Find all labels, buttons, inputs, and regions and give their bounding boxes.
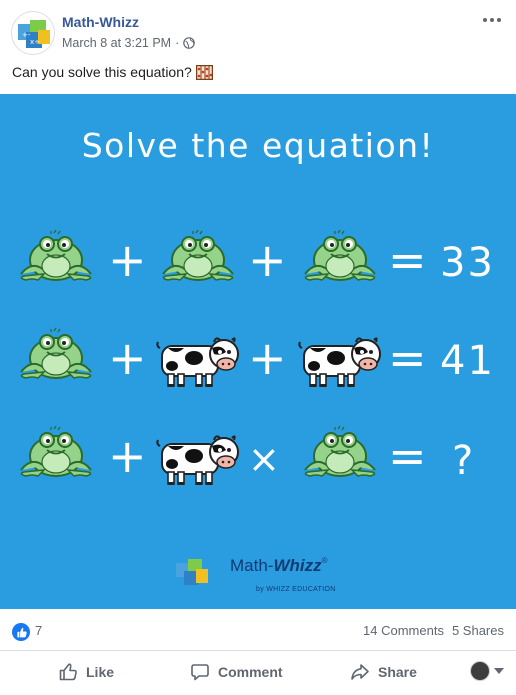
cow-symbol-icon: [157, 338, 238, 387]
row-3-result: ?: [452, 438, 476, 484]
frog-symbol-icon: [163, 230, 233, 280]
cow-symbol-icon: [299, 338, 380, 387]
thumbs-up-icon: [16, 627, 27, 638]
user-avatar: [470, 661, 490, 681]
equals-operator: =: [388, 429, 427, 483]
like-count[interactable]: 7: [35, 623, 43, 638]
thumbs-up-outline-icon: [58, 662, 78, 682]
share-label: Share: [378, 664, 417, 680]
frog-symbol-icon: [21, 426, 91, 476]
post-message: Can you solve this equation?: [12, 64, 192, 80]
svg-text:+-: +-: [22, 31, 31, 39]
row-2-result: 41: [440, 338, 495, 384]
equals-operator: =: [388, 331, 427, 385]
plus-operator: +: [108, 233, 147, 287]
frog-symbol-icon: [21, 230, 91, 280]
equals-operator: =: [388, 233, 427, 287]
plus-operator: +: [108, 429, 147, 483]
comment-label: Comment: [218, 664, 283, 680]
brand-tagline: by WHIZZ EDUCATION: [256, 586, 336, 593]
frog-symbol-icon: [305, 426, 375, 476]
post-actions: [0, 652, 516, 692]
brand-name: [230, 556, 328, 576]
row-1-result: 33: [440, 240, 495, 286]
share-arrow-icon: [350, 662, 370, 682]
plus-operator: +: [248, 233, 287, 287]
caret-down-icon: [494, 668, 504, 674]
multiply-operator: ×: [248, 437, 280, 481]
comment-button[interactable]: [190, 655, 283, 689]
cow-symbol-icon: [157, 436, 238, 485]
frog-symbol-icon: [21, 328, 91, 378]
audience-selector[interactable]: [470, 661, 504, 681]
post-timestamp[interactable]: March 8 at 3:21 PM: [62, 36, 172, 50]
frog-symbol-icon: [305, 230, 375, 280]
plus-operator: +: [108, 331, 147, 385]
meta-separator: ·: [175, 36, 180, 50]
share-button[interactable]: [350, 655, 417, 689]
comment-count[interactable]: 14 Comments: [363, 623, 444, 638]
comment-icon: [190, 662, 210, 682]
like-button[interactable]: [58, 655, 114, 689]
image-title: Solve the equation!: [81, 126, 435, 165]
plus-operator: +: [248, 331, 287, 385]
brand-name-prefix: Math-: [230, 556, 274, 575]
brand-registered: ®: [321, 556, 328, 565]
post-author[interactable]: Math-Whizz: [62, 14, 139, 30]
like-label: Like: [86, 664, 115, 680]
svg-text:x÷: x÷: [30, 38, 41, 46]
share-count[interactable]: 5 Shares: [451, 623, 504, 638]
brand-name-suffix: Whizz: [273, 556, 322, 575]
image-brand: [172, 556, 328, 576]
like-reaction-icon[interactable]: [12, 623, 30, 641]
reactions-bar: [0, 611, 516, 651]
engagement-counts: [363, 623, 504, 638]
